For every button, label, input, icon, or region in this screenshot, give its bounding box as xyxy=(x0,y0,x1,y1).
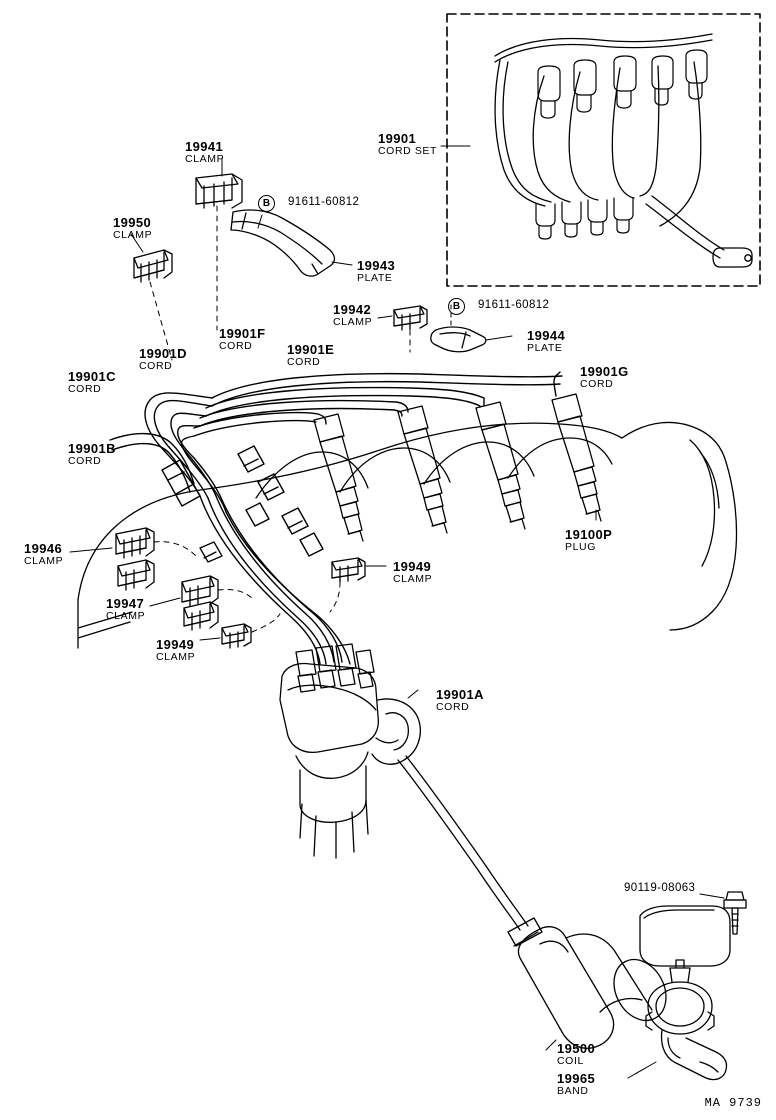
part-label-19901F: 19901F CORD xyxy=(219,326,266,352)
part-label-19901B: 19901B CORD xyxy=(68,441,116,467)
part-label-19946: 19946 CLAMP xyxy=(24,541,64,567)
coil-bracket-plate xyxy=(640,906,730,966)
bolt-91611-60812-a xyxy=(258,215,262,228)
part-label-19100P: 19100P PLUG xyxy=(565,527,613,553)
part-19944 xyxy=(431,305,512,352)
part-label-19949-a: 19949 CLAMP xyxy=(393,559,433,585)
part-label-19901G: 19901G CORD xyxy=(580,364,629,390)
part-label-19965: 19965 BAND xyxy=(557,1071,596,1097)
part-label-19943: 19943 PLATE xyxy=(357,258,396,284)
part-19947 xyxy=(150,576,254,630)
part-label-19942: 19942 CLAMP xyxy=(333,302,373,328)
inset-frame xyxy=(447,14,760,286)
bolt-marker-b: B xyxy=(448,298,465,315)
part-label-19950: 19950 CLAMP xyxy=(113,215,153,241)
part-19949-a xyxy=(330,558,386,612)
bolt-marker-a: B xyxy=(258,195,275,212)
part-label-19901E: 19901E CORD xyxy=(287,342,335,368)
part-19943 xyxy=(231,210,352,276)
part-19950 xyxy=(131,234,172,360)
part-19941 xyxy=(196,158,242,330)
part-label-19901C: 19901C CORD xyxy=(68,369,116,395)
drawing-number: MA 9739 xyxy=(704,1096,762,1110)
part-label-19947: 19947 CLAMP xyxy=(106,596,146,622)
cord-bundle xyxy=(110,372,562,664)
part-label-19944: 19944 PLATE xyxy=(527,328,566,354)
part-19949-b xyxy=(200,614,280,648)
screw-code-90119-08063: 90119-08063 xyxy=(624,882,696,894)
part-label-19901A: 19901A CORD xyxy=(436,687,484,713)
part-19500-coil xyxy=(508,918,676,1050)
part-label-19901D: 19901D CORD xyxy=(139,346,187,372)
part-19946 xyxy=(70,528,222,590)
part-19901A-cord xyxy=(398,687,528,930)
bolt-code-b: 91611-60812 xyxy=(478,299,550,311)
part-label-19901: 19901 CORD SET xyxy=(378,131,438,157)
bolt-code-a: 91611-60812 xyxy=(288,196,360,208)
distributor xyxy=(280,644,420,858)
part-90119-08063-screw xyxy=(700,892,746,934)
part-label-19941: 19941 CLAMP xyxy=(185,139,225,165)
part-label-19949-b: 19949 CLAMP xyxy=(156,637,196,663)
part-label-19500: 19500 COIL xyxy=(557,1041,596,1067)
part-19942 xyxy=(378,306,427,352)
